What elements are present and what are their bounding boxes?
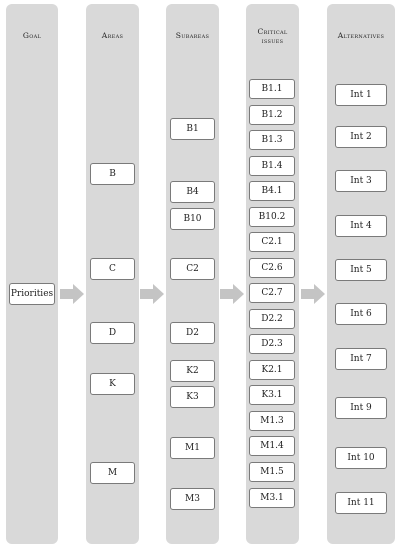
alternative-box: Int 11 — [335, 492, 387, 514]
area-box: D — [90, 322, 135, 344]
subarea-box: K2 — [170, 360, 215, 382]
critical-issue-box: C2.6 — [249, 258, 295, 278]
critical-issue-box: B1.2 — [249, 105, 295, 125]
areas-column — [86, 4, 139, 544]
critical-issues-column — [246, 4, 299, 544]
subarea-box: B10 — [170, 208, 215, 230]
subarea-box: M3 — [170, 488, 215, 510]
critical-issue-box: B1.3 — [249, 130, 295, 150]
alternative-box: Int 10 — [335, 447, 387, 469]
area-box: B — [90, 163, 135, 185]
alternatives-column — [327, 4, 395, 544]
subarea-box: M1 — [170, 437, 215, 459]
subareas-column — [166, 4, 219, 544]
alternative-box: Int 9 — [335, 397, 387, 419]
alternative-box: Int 2 — [335, 126, 387, 148]
alternative-box: Int 5 — [335, 259, 387, 281]
critical-issue-box: K3.1 — [249, 385, 295, 405]
critical-issues-heading-line1: Critical — [257, 27, 288, 36]
goal-box: Priorities — [9, 283, 55, 305]
critical-issues-heading-line2: issues — [261, 36, 284, 45]
alternative-box: Int 3 — [335, 170, 387, 192]
area-box: C — [90, 258, 135, 280]
critical-issue-box: M1.3 — [249, 411, 295, 431]
critical-issue-box: M1.5 — [249, 462, 295, 482]
critical-issue-box: D2.2 — [249, 309, 295, 329]
critical-issue-box: C2.1 — [249, 232, 295, 252]
arrow-right-icon — [301, 284, 325, 304]
subarea-box: C2 — [170, 258, 215, 280]
areas-heading: Areas — [101, 31, 124, 40]
subarea-box: B1 — [170, 118, 215, 140]
alternatives-heading: Alternatives — [337, 31, 385, 40]
goal-column — [6, 4, 58, 544]
critical-issue-box: K2.1 — [249, 360, 295, 380]
arrow-right-icon — [220, 284, 244, 304]
area-box: K — [90, 373, 135, 395]
critical-issue-box: M1.4 — [249, 436, 295, 456]
subarea-box: D2 — [170, 322, 215, 344]
subareas-heading: Subareas — [175, 31, 210, 40]
critical-issue-box: B1.1 — [249, 79, 295, 99]
subarea-box: B4 — [170, 181, 215, 203]
alternative-box: Int 6 — [335, 303, 387, 325]
arrow-right-icon — [60, 284, 84, 304]
critical-issue-box: B4.1 — [249, 181, 295, 201]
alternative-box: Int 4 — [335, 215, 387, 237]
alternative-box: Int 1 — [335, 84, 387, 106]
subarea-box: K3 — [170, 386, 215, 408]
alternative-box: Int 7 — [335, 348, 387, 370]
arrow-right-icon — [140, 284, 164, 304]
critical-issue-box: B1.4 — [249, 156, 295, 176]
critical-issue-box: B10.2 — [249, 207, 295, 227]
critical-issue-box: D2.3 — [249, 334, 295, 354]
area-box: M — [90, 462, 135, 484]
critical-issue-box: C2.7 — [249, 283, 295, 303]
goal-heading: Goal — [22, 31, 42, 40]
critical-issue-box: M3.1 — [249, 488, 295, 508]
